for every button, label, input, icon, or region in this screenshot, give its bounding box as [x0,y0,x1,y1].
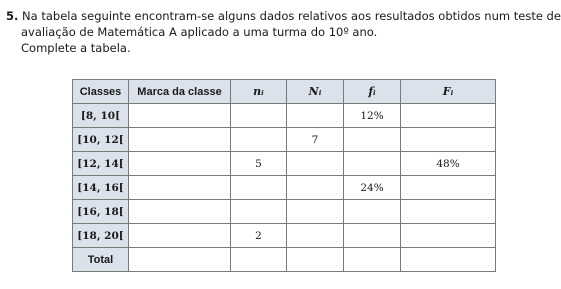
n-cell[interactable] [231,128,287,152]
marca-cell[interactable] [129,248,231,272]
statement-line-2: avaliação de Matemática A aplicado a uma turma do 10º ano. [21,25,378,39]
f-cell[interactable] [344,152,401,176]
exercise-number: 5. [6,9,19,23]
table-header-row [73,80,496,104]
F-cell[interactable] [401,200,496,224]
N-cell[interactable] [287,176,344,200]
class-cell: [8, 10[ [73,104,129,128]
f-cell[interactable] [344,200,401,224]
table-row [73,176,496,200]
n-cell[interactable] [231,200,287,224]
marca-cell[interactable] [129,224,231,248]
marca-cell[interactable] [129,176,231,200]
table-total-row [73,248,496,272]
class-cell: [14, 16[ [73,176,129,200]
N-cell[interactable] [287,248,344,272]
table-row [73,224,496,248]
class-cell: [16, 18[ [73,200,129,224]
header-cumulative-absolute-frequency: Nᵢ [287,80,344,104]
header-marca-classe: Marca da classe [129,80,231,104]
exercise-statement [6,8,561,56]
N-cell[interactable] [287,200,344,224]
n-cell[interactable] [231,176,287,200]
header-absolute-frequency: nᵢ [231,80,287,104]
statement-line-3: Complete a tabela. [21,41,131,55]
f-cell[interactable]: 12% [344,104,401,128]
frequency-table [72,79,496,272]
table-row [73,152,496,176]
N-cell[interactable] [287,224,344,248]
table-row [73,200,496,224]
marca-cell[interactable] [129,200,231,224]
f-cell[interactable]: 24% [344,176,401,200]
statement-line-1 [6,8,561,24]
f-cell[interactable] [344,128,401,152]
F-cell[interactable]: 48% [401,152,496,176]
table-row [73,104,496,128]
n-cell[interactable]: 5 [231,152,287,176]
F-cell[interactable] [401,176,496,200]
class-cell: [12, 14[ [73,152,129,176]
n-cell[interactable] [231,248,287,272]
header-classes: Classes [73,80,129,104]
N-cell[interactable] [287,152,344,176]
n-cell[interactable] [231,104,287,128]
table-row [73,128,496,152]
statement-text-1: Na tabela seguinte encontram-se alguns dados relativos aos resultados obtidos num teste de [22,9,561,23]
header-cumulative-relative-frequency: Fᵢ [401,80,496,104]
F-cell[interactable] [401,224,496,248]
class-cell: [10, 12[ [73,128,129,152]
N-cell[interactable]: 7 [287,128,344,152]
F-cell[interactable] [401,248,496,272]
n-cell[interactable]: 2 [231,224,287,248]
marca-cell[interactable] [129,152,231,176]
F-cell[interactable] [401,104,496,128]
class-cell: [18, 20[ [73,224,129,248]
marca-cell[interactable] [129,128,231,152]
header-relative-frequency: fᵢ [344,80,401,104]
total-label-cell: Total [73,248,129,272]
N-cell[interactable] [287,104,344,128]
marca-cell[interactable] [129,104,231,128]
f-cell[interactable] [344,248,401,272]
F-cell[interactable] [401,128,496,152]
f-cell[interactable] [344,224,401,248]
